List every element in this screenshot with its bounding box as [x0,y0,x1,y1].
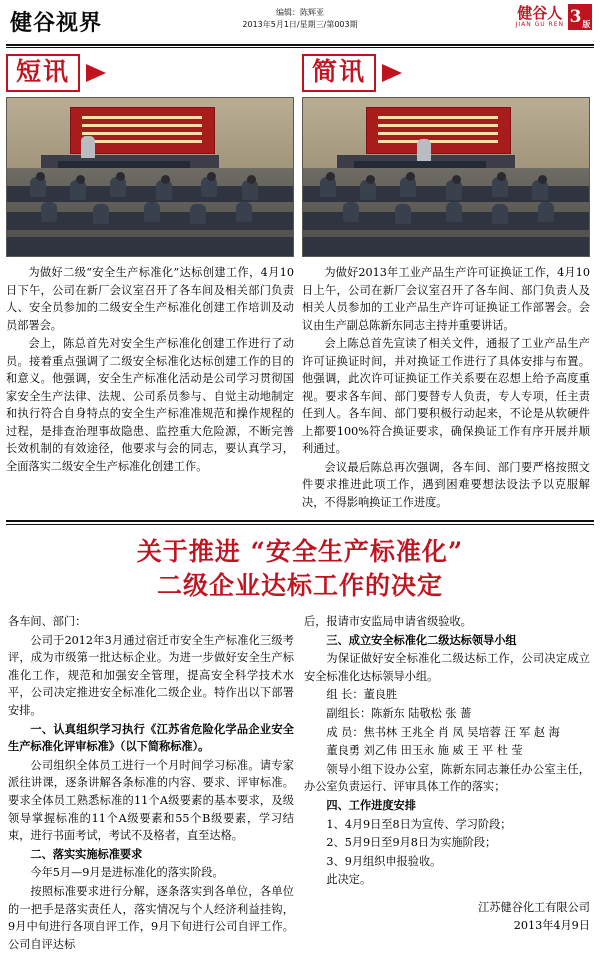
photo-banner [366,107,511,153]
right-section-title-box [302,54,376,92]
paragraph: 3、9月组织申报验收。 [326,854,442,868]
paragraph: 为做好2013年工业产品生产许可证换证工作，4月10日上午，公司在新厂会议室召开了各车间、部门负责人及相关人员参加的工业产品生产许可证换证工作部署会。会议由生产副总陈新东同志主持并重要讲话。 [302,266,590,332]
photo-attendee [446,202,462,222]
left-section-header [6,54,294,92]
photo-attendee [190,204,206,224]
page-number-badge [568,4,592,30]
paragraph: 董良勇 刘乙伟 田玉永 施 威 王 平 杜 莹 [326,744,523,758]
top-section [0,48,600,512]
right-section-title: 简讯 [312,57,367,86]
photo-attendee [93,204,109,224]
photo-speaker [417,139,431,161]
photo-attendee [343,202,359,222]
paragraph: 后，报请市安监局申请省级验收。 [304,615,472,628]
photo-attendee [492,204,508,224]
bottom-right-column [304,613,590,954]
bottom-article-columns [8,613,592,954]
paragraph-heading: 二、落实实施标准要求 [30,846,143,861]
brand-logo-en: JIAN GU REN [515,21,564,28]
right-section-header [302,54,590,92]
date-line: 2013年5月1日/星期三/第003期 [242,20,358,29]
editor-line: 编辑：陈辉亚 [276,8,324,17]
title-line-2: 二级企业达标工作的决定 [156,571,443,600]
paragraph: 副组长：陈新东 陆敬松 张 蔷 [326,706,472,720]
paragraph-heading: 三、成立安全标准化二级达标领导小组 [326,632,517,647]
bottom-article-title [8,535,592,603]
photo-banner-text [378,116,498,144]
paragraph: 各车间、部门： [8,615,87,628]
page-unit: 版 [582,19,591,29]
photo-attendee-head [538,175,547,184]
photo-attendee [144,202,160,222]
paragraph: 此决定。 [326,873,372,887]
masthead-rule-thick [6,44,594,46]
article-signature [304,899,590,935]
paragraph: 会议最后陈总再次强调，各车间、部门要严格按照文件要求推进此项工作，遇到困难要想法设法予以克服解决，不得影响换证工作进度。 [302,460,590,509]
right-news-column [302,54,590,512]
bottom-left-column [8,613,294,954]
arrow-right-icon [86,64,106,82]
title-line-1: 关于推进 “安全生产标准化” [136,537,464,566]
paragraph: 为做好二级“安全生产标准化”达标创建工作，4月10日下午，公司在新厂会议室召开了各车间及相关部门负责人、安全员参加的二级安全生产标准化创建工作培训及动员部署会。 [6,266,294,332]
signature-date: 2013年4月9日 [513,918,590,932]
paragraph: 为保证做好安全标准化二级达标工作，公司决定成立安全标准化达标领导小组。 [304,652,590,683]
brand-logo [516,5,564,29]
page-number: 3 [569,6,582,27]
right-article-body [302,264,590,511]
publication-title: 健谷视界 [10,10,103,36]
photo-speaker [81,136,95,158]
right-news-photo [302,97,590,257]
paragraph: 按照标准要求进行分解，逐条落实到各单位，各单位的一把手是落实责任人，落实情况与个人经济利益挂钩，9月中旬进行各项自评工作，9月下旬进行公司自评工作。公司自评达标 [8,884,294,951]
photo-attendee-head [116,172,125,181]
photo-attendee-head [76,175,85,184]
paragraph: 1、4月9日至8日为宣传、学习阶段； [326,817,512,831]
paragraph: 今年5月—9月是进标准化的落实阶段。 [30,866,224,880]
left-section-title: 短讯 [16,57,71,86]
brand-logo-cn: 健谷人 [517,4,563,22]
paragraph: 领导小组下设办公室，陈新东同志兼任办公室主任，办公室负责运行、评审具体工作的落实； [304,762,590,794]
left-news-photo [6,97,294,257]
paragraph: 会上，陈总首先对安全生产标准化创建工作进行了动员。接着重点强调了二级安全标准化达标创建工作的目的和意义。他强调，安全生产标准化活动是公司学习贯彻国家安全生产法律、法规、公司系员参与、自觉主动地制定和执行符合自身特点的安全生产标准准规范和操作规程的过程，是排查治理事故隐患、监控重大危险源，不断完善长效机制的有效途径，他要求与会的同志，要认真学习，全面落实二级安全生产标准化创建工作。 [6,337,294,473]
photo-attendee [41,202,57,222]
paragraph: 公司于2012年3月通过宿迁市安全生产标准化三级考评，成为市级第一批达标企业。为进一步做好安全生产标准化工作，规范和加强安全管理，提高安全科学技术水平，公司决定推进安全标准化二级企业。特作出以下部署安排。 [8,633,294,717]
section-divider-thick [6,520,594,522]
signature-organization: 江苏健谷化工有限公司 [478,900,590,914]
masthead-logo-group [516,4,592,30]
paragraph: 公司组织全体员工进行一个月时间学习标准。请专家派往讲课，逐条讲解各条标准的内容、要求、评审标准。要求全体员工熟悉标准的11个A级要素的基本要求，及级领导掌握标准的11个A级要素和55个B级要素，学习结束，进行书面考试，考试不及格者，直至达格。 [8,758,294,843]
photo-attendee [538,202,554,222]
masthead-meta [0,4,600,31]
paragraph: 成 员：焦书林 王兆全 肖 凤 吴培蓉 汪 军 赵 海 [326,725,560,739]
photo-banner-text [82,116,202,144]
paragraph: 2、5月9日至9月8日为实施阶段； [326,836,497,850]
photo-seat-row [302,237,590,257]
masthead [0,0,600,42]
photo-attendee-head [36,172,45,181]
left-section-title-box [6,54,80,92]
arrow-right-icon [382,64,402,82]
photo-seat-row [6,237,294,257]
paragraph-heading: 一、认真组织学习执行《江苏省危险化学品企业安全生产标准化评审标准》（以下简称标准）。 [8,721,294,754]
paragraph: 组 长：董良胜 [326,688,398,702]
photo-attendee [236,202,252,222]
left-news-column [6,54,294,512]
left-article-body [6,264,294,475]
paragraph: 会上陈总首先宣读了相关文件，通报了工业产品生产许可证换证时间，并对换证工作进行了具体安排与布置。他强调，此次许可证换证工作关系要在忍想上给予高度重视。要求各车间、部门要替专人负责，专人专项，任主责任到人。各车间、部门要积极行动起来，不论是从软硬件上都要100%符合换证要求，确保换证工作有序开展并顺利通过。 [302,337,590,455]
paragraph-heading: 四、工作进度安排 [326,797,416,812]
bottom-article [0,525,600,954]
photo-attendee [395,204,411,224]
